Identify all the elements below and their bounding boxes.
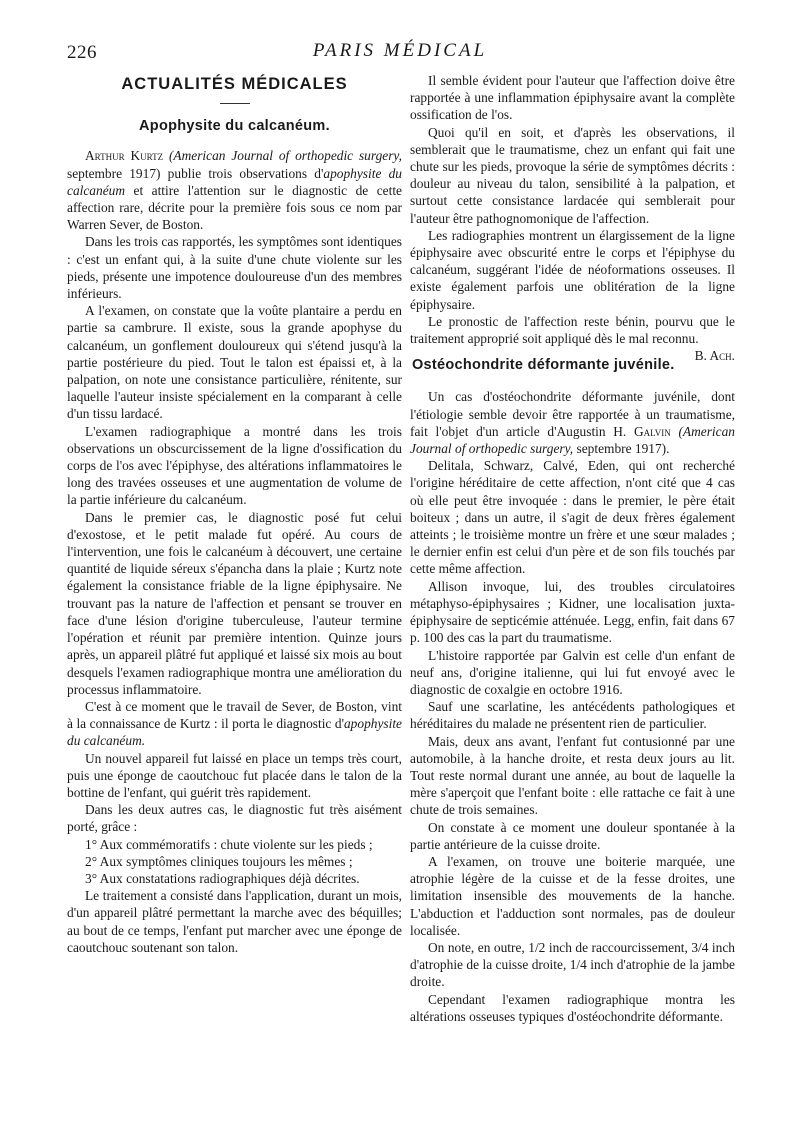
article-title-apophysite: Apophysite du calcanéum. (139, 118, 330, 135)
paragraph: A l'examen, on constate que la voûte plantaire a perdu en partie sa cambrure. Il existe, sous la grande apophyse du calcanéum, un gonflement douloureux qui s'étend jusqu'à la partie postérieure du pied. Tout le talon est épaissi et, à la palpation, on note une consistance particulière, rénitente, sur laquelle l'auteur insiste spécialement en la comparant à celle d'un tissu lardacé. (67, 303, 402, 422)
paragraph: Les radiographies montrent un élargissement de la ligne épiphysaire avec obscurité entre le corps et l'épiphyse du calcanéum, suggérant l'idée de néoformations osseuses. Il existe également parfois une oblitération de la ligne épiphysaire. (410, 227, 735, 312)
paragraph: Dans les deux autres cas, le diagnostic fut très aisément porté, grâce : (67, 802, 402, 835)
paragraph: Allison invoque, lui, des troubles circulatoires métaphyso-épiphysaires ; Kidner, une localisation juxta-épiphysaire de septicémie atténuée. Legg, enfin, fait dans 67 p. 100 des cas la part du traumatisme. (410, 578, 735, 646)
paragraph: Dans le premier cas, le diagnostic posé fut celui d'exostose, et le petit malade fut opéré. Au cours de l'intervention, une fois le calcanéum à découvert, une certaine quantité de liquide séreux s'épancha dans la plaie ; Kurtz note également la consistance friable de la ligne épiphysaire. Ne trouvant pas la nature de l'affection et pensant se trouver en face d'une lésion d'origine tuberculeuse, l'auteur termine l'opération et réunit par première intention. Quinze jours après, un appareil plâtré fut appliqué et laissé six mois au bout desquels l'examen radiographique montra une amélioration du processus inflammatoire. (67, 509, 402, 697)
list-item: 2° Aux symptômes cliniques toujours les mêmes ; (85, 853, 353, 869)
left-column (67, 72, 402, 956)
author-name: Arthur Kurtz (85, 148, 164, 164)
running-title: PARIS MÉDICAL (312, 40, 488, 61)
right-column (410, 72, 735, 1025)
paragraph: On constate à ce moment une douleur spontanée à la partie antérieure de la cuisse droite. (410, 819, 735, 852)
paragraph: Le pronostic de l'affection reste bénin, pourvu que le traitement approprié soit appliqué dès le mal reconnu. B. Ach. (410, 313, 735, 364)
italic-term: apophysite du calcanéum. (67, 716, 402, 749)
paragraph: A l'examen, on trouve une boiterie marquée, une atrophie légère de la cuisse et de la fesse droites, une limitation insensible des mouvements de la hanche. L'abduction et l'adduction sont normales, pas de douleur localisée. (410, 853, 735, 938)
paragraph: Un cas d'ostéochondrite déformante juvénile, dont l'étiologie semble devoir être rapportée à un traumatisme, fait l'objet d'un article d'Augustin H. Galvin (American Journal of orthopedic surgery, septembre 1917). (410, 389, 735, 457)
italic-term: apophysite du calcanéum (67, 165, 402, 198)
paragraph: Cependant l'examen radiographique montra les altérations osseuses typiques d'ostéochondrite déformante. (410, 991, 735, 1024)
paragraph: Quoi qu'il en soit, et d'après les observations, il semblerait que le traumatisme, chez un enfant qui fait une chute sur les pieds, provoque la série de symptômes décrits : douleur au niveau du talon, sensibilité à la palpation, et surtout cette consistance lardacée qui semblerait pour l'auteur être pathognomonique de l'affection. (410, 124, 735, 226)
paragraph: Sauf une scarlatine, les antécédents pathologiques et héréditaires du malade ne présentent rien de particulier. (410, 699, 735, 732)
page-number: 226 (67, 42, 97, 63)
section-title: ACTUALITÉS MÉDICALES (121, 75, 348, 93)
paragraph: L'examen radiographique a montré dans les trois observations un obscurcissement de la ligne d'ossification du corps de l'os avec l'épiphyse, des altérations inflammatoires le long des travées osseuses et une augmentation de volume de la partie inférieure du calcanéum. (67, 423, 402, 508)
list-item: 3° Aux constatations radiographiques déjà décrites. (85, 870, 360, 886)
author-name: H. Galvin (613, 423, 671, 439)
paragraph: Mais, deux ans avant, l'enfant fut contusionné par une automobile, à la hanche droite, et resta deux jours au lit. Tout reste normal durant une année, au bout de laquelle la mère s'aperçoit que l'enfant boite : elle rattache ce fait à une chute de trois semaines. (410, 733, 735, 818)
title-rule (220, 103, 250, 104)
paragraph: Un nouvel appareil fut laissé en place un temps très court, puis une éponge de caoutchouc fut placée dans le talon de la bottine de l'enfant, qui guérit très rapidement. (67, 750, 402, 800)
signature: B. Ach. (694, 348, 735, 364)
paragraph: Arthur Kurtz (American Journal of orthopedic surgery, septembre 1917) publie trois observations d'apophysite du calcanéum et attire l'attention sur le diagnostic de cette affection rare, décrite pour la première fois sous ce nom par Warren Sever, de Boston. (67, 148, 402, 233)
paragraph: C'est à ce moment que le travail de Sever, de Boston, vint à la connaissance de Kurtz : il porta le diagnostic d'apophysite du calcanéum. (67, 698, 402, 749)
paragraph: Il semble évident pour l'auteur que l'affection doive être rapportée à une inflammation épiphysaire avant la complète ossification de l'os. (410, 73, 735, 123)
paragraph: Dans les trois cas rapportés, les symptômes sont identiques : c'est un enfant qui, à la suite d'une chute violente sur les pieds, présente une impotence douloureuse d'un des membres inférieurs. (67, 234, 402, 302)
paragraph: L'histoire rapportée par Galvin est celle d'un enfant de neuf ans, d'origine italienne, qui lui fut envoyé avec le diagnostic de coxalgie en octobre 1916. (410, 647, 735, 697)
paragraph: On note, en outre, 1/2 inch de raccourcissement, 3/4 inch d'atrophie de la cuisse droite, 1/4 inch d'atrophie de la jambe droite. (410, 939, 735, 990)
list-item: 1° Aux commémoratifs : chute violente sur les pieds ; (85, 836, 373, 852)
article-title-osteochondrite: Ostéochondrite déformante juvénile. (411, 357, 675, 374)
paragraph: Le traitement a consisté dans l'application, durant un mois, d'un appareil plâtré permettant la marche avec des béquilles; au bout de ce temps, l'enfant put marcher avec une éponge de caoutchouc soutenant son talon. (67, 888, 402, 955)
journal-title: (American Journal of orthopedic surgery, (410, 423, 735, 457)
paragraph: Delitala, Schwarz, Calvé, Eden, qui ont recherché l'origine héréditaire de cette affection, n'ont cité que 4 cas où elle peut être invoquée : dans le premier, le père était boiteux ; dans un autre, il s'agit de deux frères également atteints ; le troisième montre un frère et une sœur malades ; le dernier enfin est celui d'un père et de son fils touchés par cette même affection. (410, 458, 735, 577)
journal-title: (American Journal of orthopedic surgery, (168, 148, 402, 164)
